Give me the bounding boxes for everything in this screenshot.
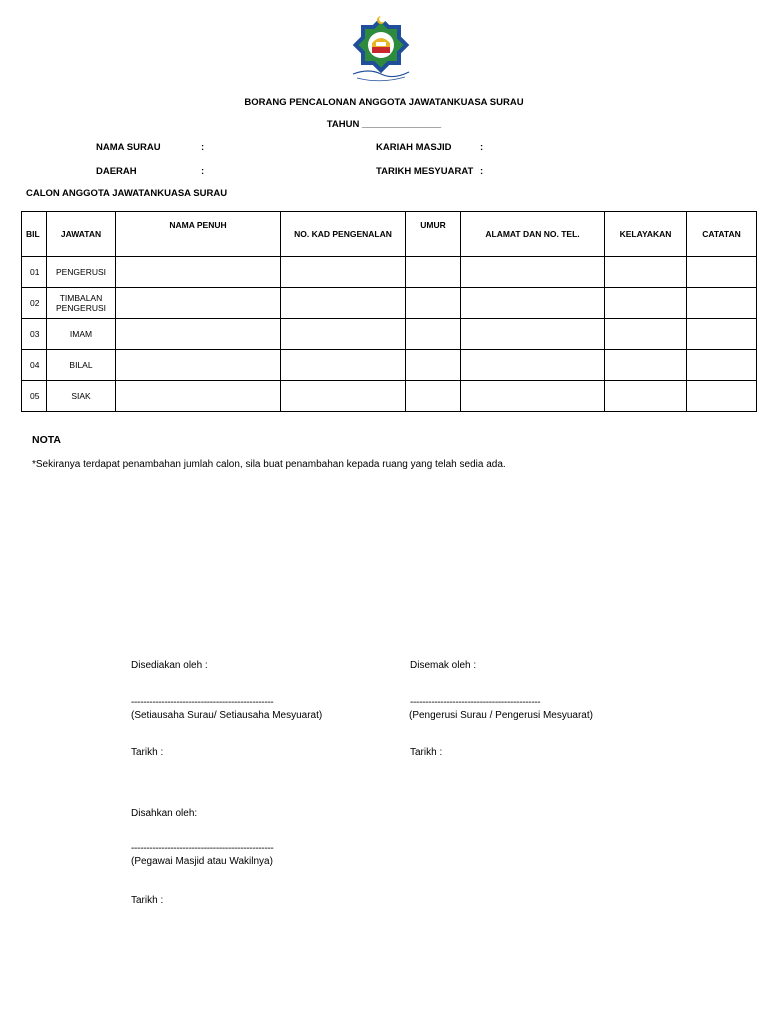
alamat-cell[interactable] (461, 288, 605, 319)
alamat-cell[interactable] (461, 350, 605, 381)
nota-title: NOTA (32, 434, 61, 446)
row-jawatan: BILAL (47, 350, 116, 381)
col-header-alamat: ALAMAT DAN NO. TEL. (461, 212, 605, 257)
section-title: CALON ANGGOTA JAWATANKUASA SURAU (26, 188, 228, 199)
nama-penuh-cell[interactable] (116, 257, 281, 288)
no-kad-cell[interactable] (281, 319, 406, 350)
no-kad-cell[interactable] (281, 350, 406, 381)
kelayakan-cell[interactable] (605, 381, 687, 412)
disahkan-signature-line[interactable]: ----------------------------------------------- (131, 843, 274, 854)
table-header-row (22, 212, 757, 257)
row-bil: 02 (22, 288, 47, 319)
disahkan-role: (Pegawai Masjid atau Wakilnya) (131, 856, 273, 867)
row-jawatan: SIAK (47, 381, 116, 412)
no-kad-cell[interactable] (281, 257, 406, 288)
row-jawatan: IMAM (47, 319, 116, 350)
table-row (22, 288, 757, 319)
daerah-colon: : (201, 166, 205, 177)
alamat-cell[interactable] (461, 381, 605, 412)
nama-penuh-cell[interactable] (116, 381, 281, 412)
crest-logo (349, 14, 413, 84)
catatan-cell[interactable] (687, 350, 757, 381)
nama-surau-label: NAMA SURAU (96, 142, 161, 153)
alamat-cell[interactable] (461, 319, 605, 350)
disediakan-role: (Setiausaha Surau/ Setiausaha Mesyuarat) (131, 710, 323, 721)
kelayakan-cell[interactable] (605, 350, 687, 381)
umur-cell[interactable] (406, 319, 461, 350)
disediakan-signature-line[interactable]: ----------------------------------------------- (131, 697, 274, 708)
catatan-cell[interactable] (687, 319, 757, 350)
col-header-nama-penuh: NAMA PENUH (116, 212, 281, 257)
umur-cell[interactable] (406, 381, 461, 412)
row-bil: 03 (22, 319, 47, 350)
nota-text: *Sekiranya terdapat penambahan jumlah calon, sila buat penambahan kepada ruang yang telah sedia ada. (32, 459, 506, 470)
daerah-label: DAERAH (96, 166, 137, 177)
tarikh-mesyuarat-label: TARIKH MESYUARAT (376, 166, 474, 177)
table-row (22, 257, 757, 288)
umur-cell[interactable] (406, 350, 461, 381)
disediakan-label: Disediakan oleh : (131, 660, 208, 671)
row-jawatan-line2: PENGERUSI (55, 303, 107, 313)
col-header-bil: BIL (22, 212, 47, 257)
kelayakan-cell[interactable] (605, 257, 687, 288)
kelayakan-cell[interactable] (605, 319, 687, 350)
catatan-cell[interactable] (687, 381, 757, 412)
col-header-jawatan: JAWATAN (47, 212, 116, 257)
disahkan-label: Disahkan oleh: (131, 808, 198, 819)
no-kad-cell[interactable] (281, 381, 406, 412)
nama-penuh-cell[interactable] (116, 350, 281, 381)
kariah-masjid-label: KARIAH MASJID (376, 142, 452, 153)
disemak-role: (Pengerusi Surau / Pengerusi Mesyuarat) (409, 710, 593, 721)
disemak-label: Disemak oleh : (410, 660, 477, 671)
row-bil: 01 (22, 257, 47, 288)
candidate-table (21, 211, 757, 412)
disemak-tarikh: Tarikh : (410, 747, 443, 758)
kelayakan-cell[interactable] (605, 288, 687, 319)
catatan-cell[interactable] (687, 257, 757, 288)
row-jawatan-line1: TIMBALAN (59, 293, 103, 303)
no-kad-cell[interactable] (281, 288, 406, 319)
tahun-line[interactable]: TAHUN _______________ (326, 119, 442, 130)
col-header-kelayakan: KELAYAKAN (605, 212, 687, 257)
catatan-cell[interactable] (687, 288, 757, 319)
col-header-no-kad: NO. KAD PENGENALAN (281, 212, 406, 257)
alamat-cell[interactable] (461, 257, 605, 288)
col-header-umur: UMUR (406, 212, 461, 257)
nama-penuh-cell[interactable] (116, 319, 281, 350)
nama-penuh-cell[interactable] (116, 288, 281, 319)
kariah-masjid-colon: : (480, 142, 484, 153)
table-row (22, 319, 757, 350)
umur-cell[interactable] (406, 288, 461, 319)
row-jawatan: PENGERUSI (47, 257, 116, 288)
tarikh-mesyuarat-colon: : (480, 166, 484, 177)
table-row (22, 381, 757, 412)
row-jawatan (47, 288, 116, 319)
row-bil: 04 (22, 350, 47, 381)
disemak-signature-line[interactable]: ------------------------------------------- (410, 697, 541, 708)
disahkan-tarikh: Tarikh : (131, 895, 164, 906)
umur-cell[interactable] (406, 257, 461, 288)
disediakan-tarikh: Tarikh : (131, 747, 164, 758)
form-title: BORANG PENCALONAN ANGGOTA JAWATANKUASA SURAU (244, 97, 524, 108)
col-header-catatan: CATATAN (687, 212, 757, 257)
nama-surau-colon: : (201, 142, 205, 153)
table-row (22, 350, 757, 381)
row-bil: 05 (22, 381, 47, 412)
